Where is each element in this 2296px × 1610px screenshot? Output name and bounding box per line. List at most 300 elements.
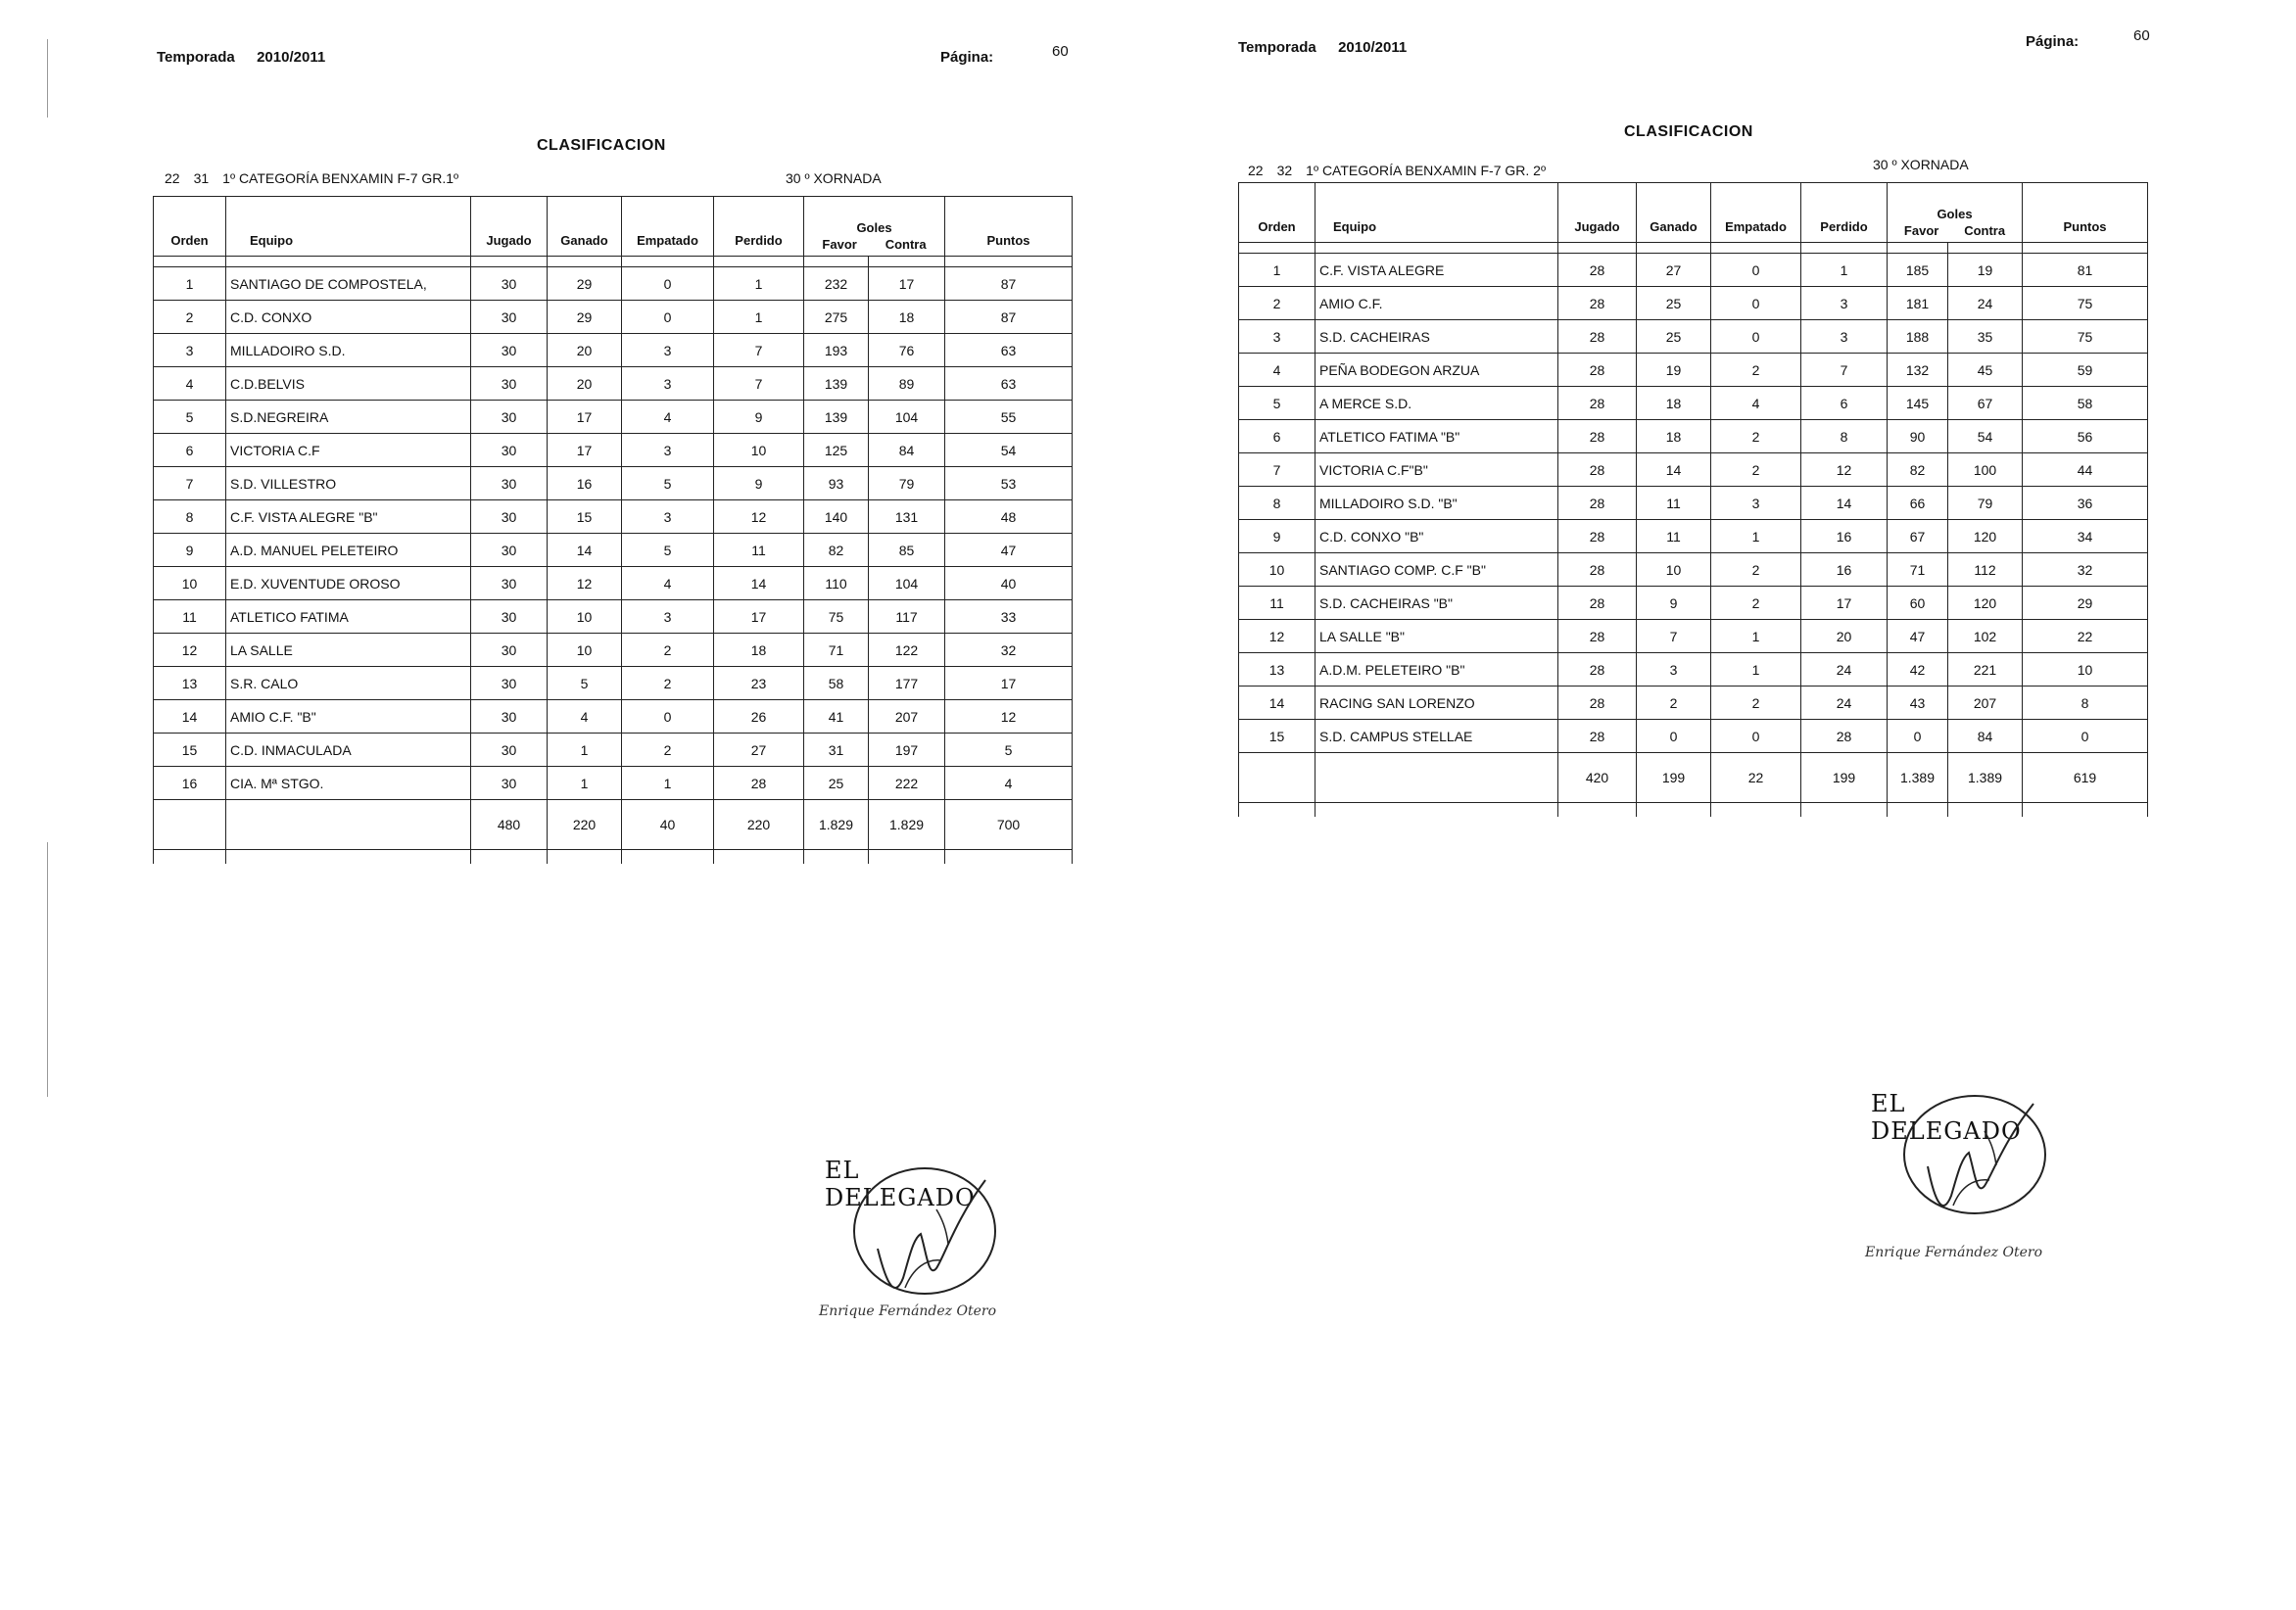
col-orden: Orden: [1239, 183, 1315, 243]
cell-favor: 71: [1888, 553, 1948, 587]
col-empatado: Empatado: [1711, 183, 1801, 243]
cell-favor: 58: [804, 667, 869, 700]
cell-jugado: 30: [471, 267, 548, 301]
cell-ganado: 19: [1637, 354, 1711, 387]
cell-puntos: 81: [2023, 254, 2148, 287]
cell-equipo: AMIO C.F.: [1315, 287, 1558, 320]
page-label: Página:: [2026, 33, 2080, 50]
cell-orden: 7: [1239, 453, 1315, 487]
cell-orden: 11: [1239, 587, 1315, 620]
cell-puntos: 40: [945, 567, 1073, 600]
cell-favor: 31: [804, 734, 869, 767]
cell-ganado: 10: [1637, 553, 1711, 587]
delegate-signature: [819, 1141, 1015, 1337]
cell-jugado: 28: [1558, 553, 1637, 587]
cell-empatado: 0: [622, 700, 714, 734]
col-jugado: Jugado: [471, 197, 548, 257]
total-empatado: 22: [1711, 753, 1801, 803]
table-row: [1239, 720, 2148, 753]
cell-ganado: 29: [548, 267, 622, 301]
cell-empatado: 4: [622, 401, 714, 434]
table-row: [154, 767, 1073, 800]
col-equipo: Equipo: [226, 197, 471, 257]
cell-jugado: 28: [1558, 354, 1637, 387]
cell-equipo: ATLETICO FATIMA: [226, 600, 471, 634]
cell-contra: 122: [869, 634, 945, 667]
cell-contra: 76: [869, 334, 945, 367]
cell-jugado: 28: [1558, 254, 1637, 287]
cell-jugado: 30: [471, 667, 548, 700]
cell-equipo: SANTIAGO DE COMPOSTELA,: [226, 267, 471, 301]
cell-equipo: SANTIAGO COMP. C.F "B": [1315, 553, 1558, 587]
table-row: [1239, 520, 2148, 553]
total-empty: [226, 800, 471, 850]
cell-puntos: 55: [945, 401, 1073, 434]
cell-orden: 11: [154, 600, 226, 634]
table-row: [154, 401, 1073, 434]
cell-orden: 2: [154, 301, 226, 334]
cell-empatado: 2: [622, 734, 714, 767]
cell-equipo: S.D. CACHEIRAS "B": [1315, 587, 1558, 620]
right-page: [1148, 0, 2296, 1610]
category-code: 31: [193, 170, 210, 186]
cell-puntos: 29: [2023, 587, 2148, 620]
season-label: Temporada: [1238, 39, 1316, 56]
cell-empatado: 0: [622, 267, 714, 301]
cell-empatado: 0: [1711, 720, 1801, 753]
cell-equipo: S.R. CALO: [226, 667, 471, 700]
season-value: 2010/2011: [257, 49, 326, 66]
cell-jugado: 28: [1558, 320, 1637, 354]
cell-puntos: 34: [2023, 520, 2148, 553]
cell-ganado: 27: [1637, 254, 1711, 287]
margin-mark: [47, 842, 48, 1097]
table-row: [1239, 620, 2148, 653]
cell-empatado: 5: [622, 467, 714, 500]
cell-perdido: 10: [714, 434, 804, 467]
cell-perdido: 7: [714, 367, 804, 401]
cell-jugado: 28: [1558, 520, 1637, 553]
cell-puntos: 54: [945, 434, 1073, 467]
cell-perdido: 17: [1801, 587, 1888, 620]
cell-puntos: 44: [2023, 453, 2148, 487]
cell-contra: 35: [1948, 320, 2023, 354]
totals-row: [1239, 753, 2148, 803]
cell-puntos: 8: [2023, 687, 2148, 720]
table-row: [1239, 687, 2148, 720]
cell-ganado: 17: [548, 434, 622, 467]
cell-contra: 79: [1948, 487, 2023, 520]
cell-ganado: 10: [548, 634, 622, 667]
cell-perdido: 12: [1801, 453, 1888, 487]
season-header: [157, 49, 325, 66]
cell-contra: 17: [869, 267, 945, 301]
cell-puntos: 63: [945, 367, 1073, 401]
cell-puntos: 22: [2023, 620, 2148, 653]
cell-ganado: 14: [548, 534, 622, 567]
cell-perdido: 3: [1801, 287, 1888, 320]
cell-favor: 0: [1888, 720, 1948, 753]
cell-puntos: 63: [945, 334, 1073, 367]
cell-favor: 185: [1888, 254, 1948, 287]
cell-equipo: C.F. VISTA ALEGRE: [1315, 254, 1558, 287]
cell-equipo: MILLADOIRO S.D.: [226, 334, 471, 367]
table-row: [1239, 287, 2148, 320]
cell-jugado: 30: [471, 700, 548, 734]
cell-orden: 13: [1239, 653, 1315, 687]
cell-favor: 125: [804, 434, 869, 467]
page-number: 60: [2133, 27, 2150, 44]
cell-equipo: VICTORIA C.F: [226, 434, 471, 467]
standings-table: [1238, 182, 2148, 817]
category-code: 32: [1276, 163, 1293, 178]
cell-contra: 84: [869, 434, 945, 467]
table-row: [154, 700, 1073, 734]
cell-perdido: 28: [714, 767, 804, 800]
season-label: Temporada: [157, 49, 235, 66]
cell-favor: 110: [804, 567, 869, 600]
cell-ganado: 7: [1637, 620, 1711, 653]
cell-perdido: 16: [1801, 553, 1888, 587]
table-header-row: [154, 197, 1073, 257]
cell-favor: 93: [804, 467, 869, 500]
cell-puntos: 58: [2023, 387, 2148, 420]
cell-jugado: 30: [471, 367, 548, 401]
cell-contra: 85: [869, 534, 945, 567]
cell-orden: 4: [1239, 354, 1315, 387]
signature-name: Enrique Fernández Otero: [1865, 1245, 2043, 1260]
cell-orden: 15: [1239, 720, 1315, 753]
cell-empatado: 3: [622, 600, 714, 634]
cell-empatado: 1: [622, 767, 714, 800]
total-puntos: 700: [945, 800, 1073, 850]
cell-orden: 9: [1239, 520, 1315, 553]
total-empty: [1239, 753, 1315, 803]
cell-puntos: 36: [2023, 487, 2148, 520]
table-row: [154, 334, 1073, 367]
total-perdido: 220: [714, 800, 804, 850]
table-row: [1239, 420, 2148, 453]
cell-ganado: 20: [548, 334, 622, 367]
table-row: [1239, 587, 2148, 620]
cell-orden: 4: [154, 367, 226, 401]
cell-puntos: 12: [945, 700, 1073, 734]
signature-title: EL DELEGADO: [825, 1157, 976, 1211]
cell-equipo: A.D. MANUEL PELETEIRO: [226, 534, 471, 567]
cell-orden: 9: [154, 534, 226, 567]
cell-perdido: 1: [1801, 254, 1888, 287]
table-row: [1239, 487, 2148, 520]
table-row: [154, 667, 1073, 700]
goles-label: Goles: [1937, 207, 1973, 221]
cell-orden: 8: [154, 500, 226, 534]
total-empty: [154, 800, 226, 850]
cell-equipo: C.F. VISTA ALEGRE "B": [226, 500, 471, 534]
cell-favor: 42: [1888, 653, 1948, 687]
cell-ganado: 25: [1637, 320, 1711, 354]
cell-puntos: 10: [2023, 653, 2148, 687]
cell-favor: 232: [804, 267, 869, 301]
cell-orden: 12: [154, 634, 226, 667]
cell-favor: 47: [1888, 620, 1948, 653]
table-row: [154, 567, 1073, 600]
total-ganado: 220: [548, 800, 622, 850]
cell-orden: 1: [1239, 254, 1315, 287]
cell-puntos: 33: [945, 600, 1073, 634]
cell-puntos: 48: [945, 500, 1073, 534]
totals-row: [154, 800, 1073, 850]
cell-equipo: CIA. Mª STGO.: [226, 767, 471, 800]
cell-perdido: 26: [714, 700, 804, 734]
cell-favor: 193: [804, 334, 869, 367]
category-code: 22: [1248, 163, 1264, 178]
cell-contra: 18: [869, 301, 945, 334]
cell-contra: 222: [869, 767, 945, 800]
cell-empatado: 0: [1711, 287, 1801, 320]
cell-ganado: 25: [1637, 287, 1711, 320]
cell-jugado: 28: [1558, 653, 1637, 687]
total-contra: 1.829: [869, 800, 945, 850]
cell-perdido: 8: [1801, 420, 1888, 453]
cell-ganado: 2: [1637, 687, 1711, 720]
signature-stamp-icon: [1865, 1072, 2061, 1268]
cell-favor: 275: [804, 301, 869, 334]
total-puntos: 619: [2023, 753, 2148, 803]
cell-ganado: 14: [1637, 453, 1711, 487]
cell-empatado: 0: [1711, 254, 1801, 287]
cell-empatado: 4: [622, 567, 714, 600]
cell-empatado: 2: [1711, 354, 1801, 387]
cell-equipo: LA SALLE: [226, 634, 471, 667]
cell-orden: 6: [1239, 420, 1315, 453]
total-jugado: 420: [1558, 753, 1637, 803]
cell-ganado: 17: [548, 401, 622, 434]
cell-empatado: 1: [1711, 653, 1801, 687]
cell-favor: 82: [1888, 453, 1948, 487]
cell-jugado: 28: [1558, 687, 1637, 720]
cell-ganado: 5: [548, 667, 622, 700]
col-perdido: Perdido: [714, 197, 804, 257]
jornada-label: 30 º XORNADA: [786, 170, 882, 186]
category-name: 1º CATEGORÍA BENXAMIN F-7 GR. 2º: [1306, 163, 1547, 178]
category-name: 1º CATEGORÍA BENXAMIN F-7 GR.1º: [222, 170, 459, 186]
cell-puntos: 0: [2023, 720, 2148, 753]
delegate-signature: [1865, 1072, 2061, 1268]
col-empatado: Empatado: [622, 197, 714, 257]
category-line: [1248, 163, 1559, 178]
table-row: [154, 534, 1073, 567]
cell-jugado: 30: [471, 734, 548, 767]
table-row: [1239, 653, 2148, 687]
cell-empatado: 1: [1711, 620, 1801, 653]
cell-empatado: 2: [1711, 420, 1801, 453]
cell-ganado: 0: [1637, 720, 1711, 753]
cell-empatado: 2: [1711, 553, 1801, 587]
cell-contra: 104: [869, 567, 945, 600]
cell-ganado: 11: [1637, 487, 1711, 520]
cell-perdido: 27: [714, 734, 804, 767]
cell-puntos: 47: [945, 534, 1073, 567]
cell-contra: 131: [869, 500, 945, 534]
cell-puntos: 75: [2023, 320, 2148, 354]
cell-jugado: 30: [471, 334, 548, 367]
signature-title: EL DELEGADO: [1871, 1090, 2022, 1145]
cell-equipo: E.D. XUVENTUDE OROSO: [226, 567, 471, 600]
col-favor: Favor: [1903, 223, 1939, 238]
total-ganado: 199: [1637, 753, 1711, 803]
cell-orden: 14: [1239, 687, 1315, 720]
cell-empatado: 1: [1711, 520, 1801, 553]
table-row: [1239, 387, 2148, 420]
cell-puntos: 32: [2023, 553, 2148, 587]
cell-favor: 188: [1888, 320, 1948, 354]
cell-favor: 43: [1888, 687, 1948, 720]
table-row: [154, 267, 1073, 301]
table-row: [1239, 254, 2148, 287]
season-header: [1238, 39, 1407, 56]
cell-orden: 3: [1239, 320, 1315, 354]
cell-puntos: 56: [2023, 420, 2148, 453]
cell-puntos: 5: [945, 734, 1073, 767]
page-number: 60: [1052, 43, 1069, 60]
table-row: [1239, 354, 2148, 387]
table-row: [154, 301, 1073, 334]
cell-perdido: 28: [1801, 720, 1888, 753]
cell-ganado: 15: [548, 500, 622, 534]
cell-ganado: 10: [548, 600, 622, 634]
cell-perdido: 24: [1801, 653, 1888, 687]
cell-contra: 19: [1948, 254, 2023, 287]
category-line: [165, 170, 472, 186]
cell-empatado: 3: [622, 434, 714, 467]
cell-orden: 10: [154, 567, 226, 600]
cell-perdido: 18: [714, 634, 804, 667]
cell-jugado: 30: [471, 500, 548, 534]
cell-ganado: 11: [1637, 520, 1711, 553]
cell-contra: 67: [1948, 387, 2023, 420]
total-empty: [1315, 753, 1558, 803]
cell-jugado: 28: [1558, 620, 1637, 653]
cell-equipo: C.D. INMACULADA: [226, 734, 471, 767]
cell-perdido: 23: [714, 667, 804, 700]
cell-perdido: 9: [714, 401, 804, 434]
cell-perdido: 9: [714, 467, 804, 500]
cell-empatado: 0: [1711, 320, 1801, 354]
cell-jugado: 30: [471, 401, 548, 434]
cell-contra: 120: [1948, 520, 2023, 553]
cell-jugado: 28: [1558, 420, 1637, 453]
cell-orden: 5: [154, 401, 226, 434]
table-row: [1239, 320, 2148, 354]
col-ganado: Ganado: [1637, 183, 1711, 243]
page-label: Página:: [940, 49, 994, 66]
cell-puntos: 75: [2023, 287, 2148, 320]
cell-contra: 117: [869, 600, 945, 634]
total-empatado: 40: [622, 800, 714, 850]
col-puntos: Puntos: [2023, 183, 2148, 243]
cell-ganado: 18: [1637, 387, 1711, 420]
cell-favor: 75: [804, 600, 869, 634]
cell-contra: 120: [1948, 587, 2023, 620]
cell-perdido: 14: [1801, 487, 1888, 520]
cell-contra: 102: [1948, 620, 2023, 653]
page-title: CLASIFICACION: [537, 137, 666, 154]
total-jugado: 480: [471, 800, 548, 850]
cell-ganado: 29: [548, 301, 622, 334]
cell-jugado: 30: [471, 567, 548, 600]
col-contra: Contra: [1964, 223, 2006, 238]
cell-favor: 25: [804, 767, 869, 800]
cell-favor: 66: [1888, 487, 1948, 520]
cell-orden: 15: [154, 734, 226, 767]
cell-empatado: 0: [622, 301, 714, 334]
cell-empatado: 2: [622, 634, 714, 667]
cell-puntos: 32: [945, 634, 1073, 667]
cell-favor: 60: [1888, 587, 1948, 620]
cell-favor: 132: [1888, 354, 1948, 387]
table-row: [1239, 453, 2148, 487]
col-ganado: Ganado: [548, 197, 622, 257]
cell-puntos: 53: [945, 467, 1073, 500]
cell-contra: 79: [869, 467, 945, 500]
col-goles: [804, 197, 945, 257]
cell-jugado: 30: [471, 467, 548, 500]
cell-favor: 71: [804, 634, 869, 667]
cell-orden: 1: [154, 267, 226, 301]
cell-jugado: 28: [1558, 287, 1637, 320]
cell-empatado: 4: [1711, 387, 1801, 420]
cell-jugado: 30: [471, 534, 548, 567]
cell-jugado: 30: [471, 767, 548, 800]
col-favor: Favor: [822, 237, 857, 252]
cell-ganado: 1: [548, 767, 622, 800]
cell-contra: 207: [869, 700, 945, 734]
season-value: 2010/2011: [1338, 39, 1408, 56]
cell-perdido: 17: [714, 600, 804, 634]
table-row: [154, 634, 1073, 667]
col-orden: Orden: [154, 197, 226, 257]
col-contra: Contra: [885, 237, 927, 252]
cell-equipo: S.D. VILLESTRO: [226, 467, 471, 500]
cell-perdido: 14: [714, 567, 804, 600]
cell-ganado: 1: [548, 734, 622, 767]
cell-contra: 104: [869, 401, 945, 434]
cell-jugado: 28: [1558, 453, 1637, 487]
cell-orden: 3: [154, 334, 226, 367]
cell-contra: 112: [1948, 553, 2023, 587]
cell-contra: 100: [1948, 453, 2023, 487]
cell-orden: 5: [1239, 387, 1315, 420]
cell-equipo: MILLADOIRO S.D. "B": [1315, 487, 1558, 520]
cell-perdido: 16: [1801, 520, 1888, 553]
cell-perdido: 11: [714, 534, 804, 567]
cell-ganado: 18: [1637, 420, 1711, 453]
cell-orden: 2: [1239, 287, 1315, 320]
cell-favor: 90: [1888, 420, 1948, 453]
cell-empatado: 5: [622, 534, 714, 567]
cell-ganado: 4: [548, 700, 622, 734]
cell-puntos: 87: [945, 267, 1073, 301]
cell-orden: 8: [1239, 487, 1315, 520]
cell-equipo: LA SALLE "B": [1315, 620, 1558, 653]
table-row: [154, 500, 1073, 534]
cell-jugado: 28: [1558, 387, 1637, 420]
cell-equipo: C.D. CONXO: [226, 301, 471, 334]
cell-equipo: S.D.NEGREIRA: [226, 401, 471, 434]
cell-orden: 7: [154, 467, 226, 500]
cell-equipo: S.D. CAMPUS STELLAE: [1315, 720, 1558, 753]
cell-jugado: 30: [471, 301, 548, 334]
